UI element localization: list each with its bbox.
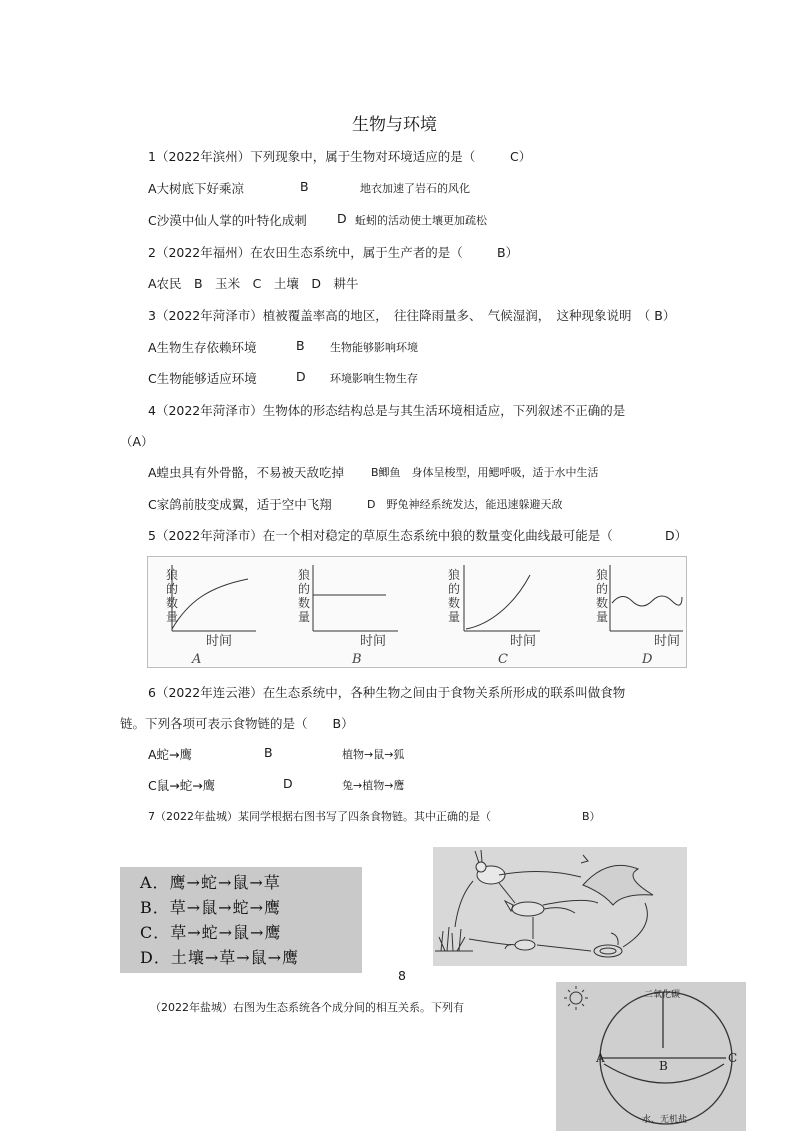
q4-option-b: B鲫鱼 身体呈梭型，用鳃呼吸，适于水中生活 [371, 466, 599, 479]
ecosystem-diagram [556, 982, 746, 1131]
chart-c-letter: C [498, 652, 508, 667]
q6-stem-line2: 链。下列各项可表示食物链的是（ B） [120, 716, 354, 731]
food-chain-b: B．草→鼠→蛇→鹰 [140, 898, 281, 917]
ecosystem-svg [556, 982, 746, 1131]
q1-option-c: C沙漠中仙人掌的叶特化成刺 [148, 213, 307, 228]
food-chain-a: A．鹰→蛇→鼠→草 [140, 873, 281, 892]
q1-answer: C） [510, 149, 532, 164]
q4-stem: 4（2022年菏泽市）生物体的形态结构总是与其生活环境相适应，下列叙述不正确的是 [148, 403, 626, 418]
q1-option-b: 地衣加速了岩石的风化 [360, 182, 470, 195]
q3-option-b: 生物能够影响环境 [330, 341, 418, 354]
q2-stem: 2（2022年福州）在农田生态系统中，属于生产者的是（ [148, 245, 463, 260]
chart-c-ylabel-2: 的 [448, 582, 461, 596]
q4-option-c: C家鸽前肢变成翼，适于空中飞翔 [148, 497, 332, 512]
q6-option-a: A蛇→鹰 [148, 747, 193, 762]
wolf-charts-svg [148, 557, 686, 667]
q6-option-d: 兔→植物→鹰 [342, 779, 405, 792]
q3-option-a: A生物生存依赖环境 [148, 340, 257, 355]
chart-d-ylabel-4: 量 [596, 610, 609, 624]
q4-option-d: D 野兔神经系统发达，能迅速躲避天敌 [367, 498, 563, 511]
q2-options: A农民 B 玉米 C 土壤 D 耕牛 [148, 276, 359, 291]
chart-c-ylabel-3: 数 [448, 596, 461, 610]
q4-option-a: A蝗虫具有外骨骼，不易被天敌吃掉 [148, 465, 345, 480]
chart-b-xlabel: 时间 [360, 634, 387, 649]
q3-option-d-letter: D [296, 369, 306, 384]
sun-icon [564, 986, 588, 1010]
q8-number: 8 [398, 968, 406, 983]
hawk-icon [581, 855, 653, 905]
chart-c [448, 565, 540, 667]
chart-a-ylabel-2: 的 [166, 582, 179, 596]
q8-stem: （2022年盐城）右图为生态系统各个成分间的相互关系。下列有 [150, 1001, 464, 1014]
chart-a-ylabel-3: 数 [166, 596, 179, 610]
q7-answer: B） [582, 810, 601, 823]
chart-d-curve [612, 596, 682, 606]
node-a-label: A [596, 1051, 605, 1065]
chart-b-ylabel-1: 狼 [298, 568, 311, 582]
q3-option-d: 环境影响生物生存 [330, 372, 418, 385]
q1-option-d: 蚯蚓的活动使土壤更加疏松 [355, 214, 487, 227]
q6-option-c: C鼠→蛇→鹰 [148, 778, 216, 793]
chart-d [596, 565, 683, 667]
q5-answer: D） [665, 528, 688, 543]
q3-stem: 3（2022年菏泽市）植被覆盖率高的地区， 往往降雨量多、 气候湿润， 这种现象说明 （ B） [148, 308, 676, 323]
food-chain-d: D．土壤→草→鼠→鹰 [140, 948, 300, 967]
chart-a-xlabel: 时间 [206, 634, 233, 649]
node-b-label: B [659, 1059, 668, 1073]
chart-b-ylabel-2: 的 [298, 582, 311, 596]
chart-a [166, 565, 256, 667]
snake-icon [594, 933, 622, 957]
chart-c-xlabel: 时间 [510, 634, 537, 649]
q1-option-b-letter: B [300, 179, 309, 194]
grass-icon [435, 927, 473, 951]
q6-option-b: 植物→鼠→狐 [342, 748, 405, 761]
q6-stem-line1: 6（2022年连云港）在生态系统中，各种生物之间由于食物关系所形成的联系叫做食物 [148, 685, 626, 700]
q3-option-b-letter: B [296, 338, 305, 353]
chart-d-letter: D [642, 652, 653, 667]
chart-a-ylabel-4: 量 [166, 610, 179, 624]
fox-icon [505, 901, 575, 916]
q4-answer: （A） [120, 434, 154, 449]
q7-stem: 7（2022年盐城）某同学根据右图书写了四条食物链。其中正确的是（ [148, 810, 491, 823]
q6-option-b-letter: B [264, 745, 273, 760]
chart-d-xlabel: 时间 [654, 634, 681, 649]
q1-option-d-letter: D [337, 211, 347, 226]
chart-a-letter: A [192, 652, 202, 667]
chart-c-ylabel-1: 狼 [448, 568, 461, 582]
node-c-label: C [728, 1051, 738, 1065]
q1-stem: 1（2022年滨州）下列现象中，属于生物对环境适应的是（ [148, 149, 476, 164]
q3-option-c: C生物能够适应环境 [148, 371, 257, 386]
q1-option-a: A大树底下好乘凉 [148, 181, 245, 196]
chart-c-ylabel-4: 量 [448, 610, 461, 624]
food-chain-options-image [120, 867, 362, 973]
q2-answer: B） [497, 245, 519, 260]
food-chain-c: C．草→蛇→鼠→鹰 [140, 923, 282, 942]
water-mineral-label: 水、无机盐 [642, 1115, 688, 1125]
food-web-image [433, 847, 687, 966]
chart-b-ylabel-4: 量 [298, 610, 311, 624]
q5-stem: 5（2022年菏泽市）在一个相对稳定的草原生态系统中狼的数量变化曲线最可能是（ [148, 528, 613, 543]
chart-b-letter: B [352, 652, 362, 667]
chart-d-ylabel-1: 狼 [596, 568, 609, 582]
co2-label: 二氧化碳 [644, 990, 681, 1000]
chart-d-ylabel-3: 数 [596, 596, 609, 610]
chart-b-ylabel-3: 数 [298, 596, 311, 610]
rabbit-icon [475, 850, 505, 884]
food-web-svg [433, 847, 687, 966]
chart-a-ylabel-1: 狼 [166, 568, 179, 582]
chart-b [298, 565, 398, 667]
page-title: 生物与环境 [352, 115, 437, 135]
wolf-population-charts [147, 556, 687, 668]
chart-c-curve [466, 575, 530, 629]
chart-a-curve [172, 579, 248, 629]
chart-d-ylabel-2: 的 [596, 582, 609, 596]
q6-option-d-letter: D [283, 776, 293, 791]
